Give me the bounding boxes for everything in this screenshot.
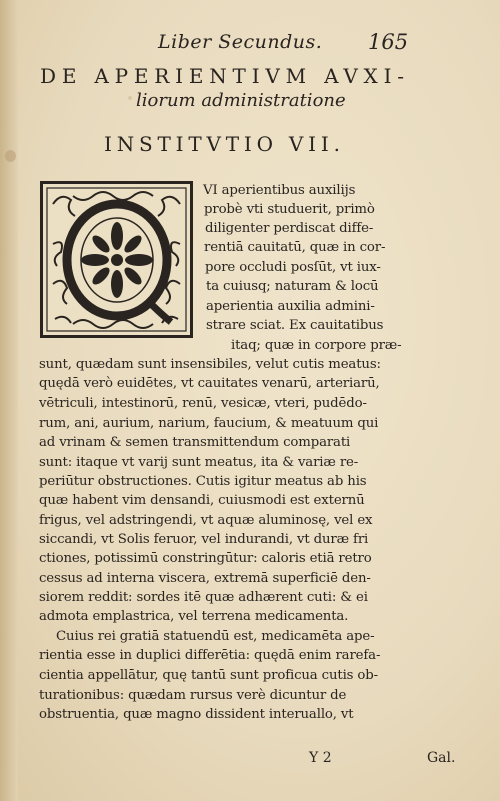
text-line: ctiones, potissimū constringūtur: caloris etiā retro (39, 551, 372, 566)
text-line: admota emplastrica, vel terrena medicamenta. (39, 609, 349, 624)
text-line: quæ habent vim densandi, cuiusmodi est externū (39, 493, 365, 508)
foxing-spot (5, 150, 16, 162)
text-line: quędā verò euidētes, vt cauitates venarū, arteriarū, (39, 376, 380, 391)
text-line: frigus, vel adstringendi, vt aquæ aluminosę, vel ex (39, 513, 373, 528)
text-line: sunt, quædam sunt insensibiles, velut cutis meatus: (39, 357, 381, 372)
decorated-initial (40, 181, 193, 338)
text-line: ad vrinam & semen transmittendum comparati (39, 435, 351, 450)
foxing-spot (128, 96, 132, 100)
text-line: aperientia auxilia admini- (206, 299, 375, 314)
text-line: pore occludi posſūt, vt iux- (205, 260, 381, 275)
text-line: diligenter perdiscat diffe- (205, 221, 374, 236)
chapter-title-line-1: DE APERIENTIVM AVXI- (40, 64, 410, 88)
catchword: Gal. (427, 750, 456, 766)
chapter-title-line-2: liorum administratione (136, 90, 346, 111)
text-line: itaq; quæ in corpore præ- (231, 338, 402, 353)
text-line: strare sciat. Ex cauitatibus (206, 318, 384, 333)
text-line: rentiā cauitatū, quæ in cor- (204, 240, 386, 255)
text-line: probè vti studuerit, primò (204, 202, 375, 217)
page-number: 165 (368, 30, 409, 54)
text-line: cessus ad interna viscera, extremā superficiē den- (39, 571, 371, 586)
text-line: siorem reddit: sordes itē quæ adhærent cuti: & ei (39, 590, 368, 605)
text-line: turationibus: quædam rursus verè dicuntur de (39, 688, 347, 703)
text-line: ta cuiusq; naturam & locū (206, 279, 379, 294)
page-gutter-shadow (0, 0, 18, 801)
section-heading: INSTITVTIO VII. (104, 132, 345, 156)
decorated-initial-ornament (43, 184, 190, 335)
signature-mark: Y 2 (309, 750, 332, 766)
text-line: siccandi, vt Solis feruor, vel indurandi, vt duræ fri (39, 532, 369, 547)
text-line: cientia appellātur, quę tantū sunt proficua cutis ob- (39, 668, 378, 683)
text-line: VI aperientibus auxilijs (203, 183, 356, 198)
text-line: sunt: itaque vt varij sunt meatus, ita & variæ re- (39, 455, 359, 470)
text-line: rum, ani, aurium, narium, faucium, & meatuum qui (39, 416, 379, 431)
text-line: periūtur obstructiones. Cutis igitur meatus ab his (39, 474, 367, 489)
text-line: obstruentia, quæ magno dissident interuallo, vt (39, 707, 354, 722)
text-line: Cuius rei gratiā statuendū est, medicamēta ape- (56, 629, 375, 644)
text-line: vētriculi, intestinorū, renū, vesicæ, vteri, pudēdo- (39, 396, 367, 411)
text-line: rientia esse in duplici differētia: quędā enim rarefa- (39, 648, 381, 663)
running-head: Liber Secundus. (158, 31, 323, 53)
